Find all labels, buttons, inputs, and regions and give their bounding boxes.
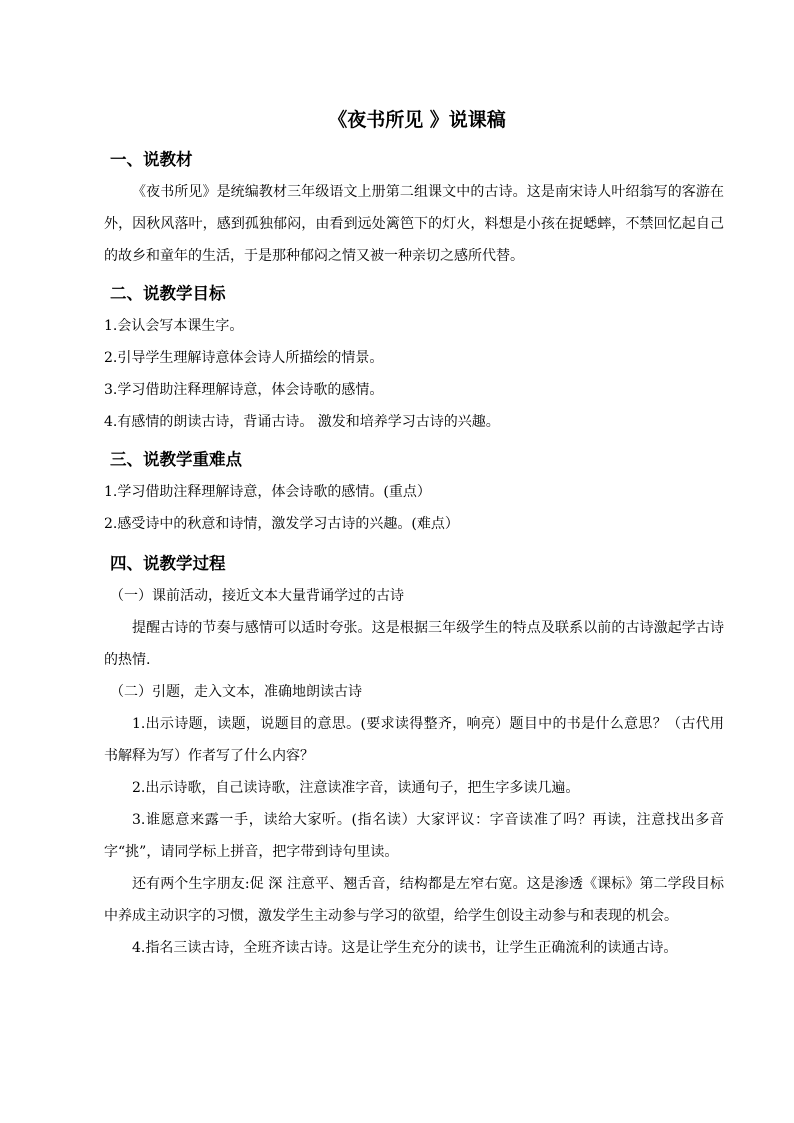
process-step-3-note: 还有两个生字朋友:促 深 注意平、翘舌音，结构都是左窄右宽。这是渗透《课标》第二学段目标中养成主动识字的习惯，激发学生主动参与学习的欲望，给学生创设主动参与和表现的机会。 bbox=[104, 876, 724, 924]
objective-item-1: 1.会认会写本课生字。 bbox=[104, 318, 244, 334]
section-heading-textbook: 一、说教材 bbox=[110, 150, 193, 169]
key-point-item-1: 1.学习借助注释理解诗意，体会诗歌的感情。(重点） bbox=[104, 484, 431, 500]
section-heading-process: 四、说教学过程 bbox=[110, 554, 226, 573]
document-page bbox=[104, 106, 724, 964]
section-heading-objectives: 二、说教学目标 bbox=[110, 284, 226, 303]
section-heading-key-points: 三、说教学重难点 bbox=[110, 450, 242, 469]
process-subheading-1: （一）课前活动，接近文本大量背诵学过的古诗 bbox=[110, 588, 404, 604]
objective-item-2: 2.引导学生理解诗意体会诗人所描绘的情景。 bbox=[104, 350, 384, 366]
process-step-2: 2.出示诗歌，自己读诗歌，注意读准字音，读通句子，把生字多读几遍。 bbox=[132, 780, 580, 796]
process-paragraph-1: 提醒古诗的节奏与感情可以适时夸张。这是根据三年级学生的特点及联系以前的古诗激起学古诗的热情. bbox=[104, 620, 724, 668]
process-step-3: 3.谁愿意来露一手，读给大家听。(指名读）大家评议：字音读准了吗？再读，注意找出多音字“挑”，请同学标上拼音，把字带到诗句里读。 bbox=[104, 812, 724, 860]
objective-item-3: 3.学习借助注释理解诗意，体会诗歌的感情。 bbox=[104, 382, 384, 398]
objective-item-4: 4.有感情的朗读古诗，背诵古诗。 激发和培养学习古诗的兴趣。 bbox=[104, 414, 500, 430]
document-title: 《夜书所见 》说课稿 bbox=[328, 109, 506, 131]
process-subheading-2: （二）引题，走入文本，准确地朗读古诗 bbox=[110, 684, 362, 700]
key-point-item-2: 2.感受诗中的秋意和诗情，激发学习古诗的兴趣。(难点） bbox=[104, 516, 459, 532]
process-step-4: 4.指名三读古诗，全班齐读古诗。这是让学生充分的读书，让学生正确流利的读通古诗。 bbox=[132, 940, 678, 956]
process-step-1: 1.出示诗题，读题，说题目的意思。(要求读得整齐，响亮）题目中的书是什么意思？（古代用书解释为写）作者写了什么内容？ bbox=[104, 716, 724, 764]
textbook-paragraph: 《夜书所见》是统编教材三年级语文上册第二组课文中的古诗。这是南宋诗人叶绍翁写的客游在外，因秋风落叶，感到孤独郁闷，由看到远处篱笆下的灯火，料想是小孩在捉蟋蟀，不禁回忆起自己的故乡和童年的生活，于是那种郁闷之情又被一种亲切之感所代替。 bbox=[104, 184, 724, 264]
